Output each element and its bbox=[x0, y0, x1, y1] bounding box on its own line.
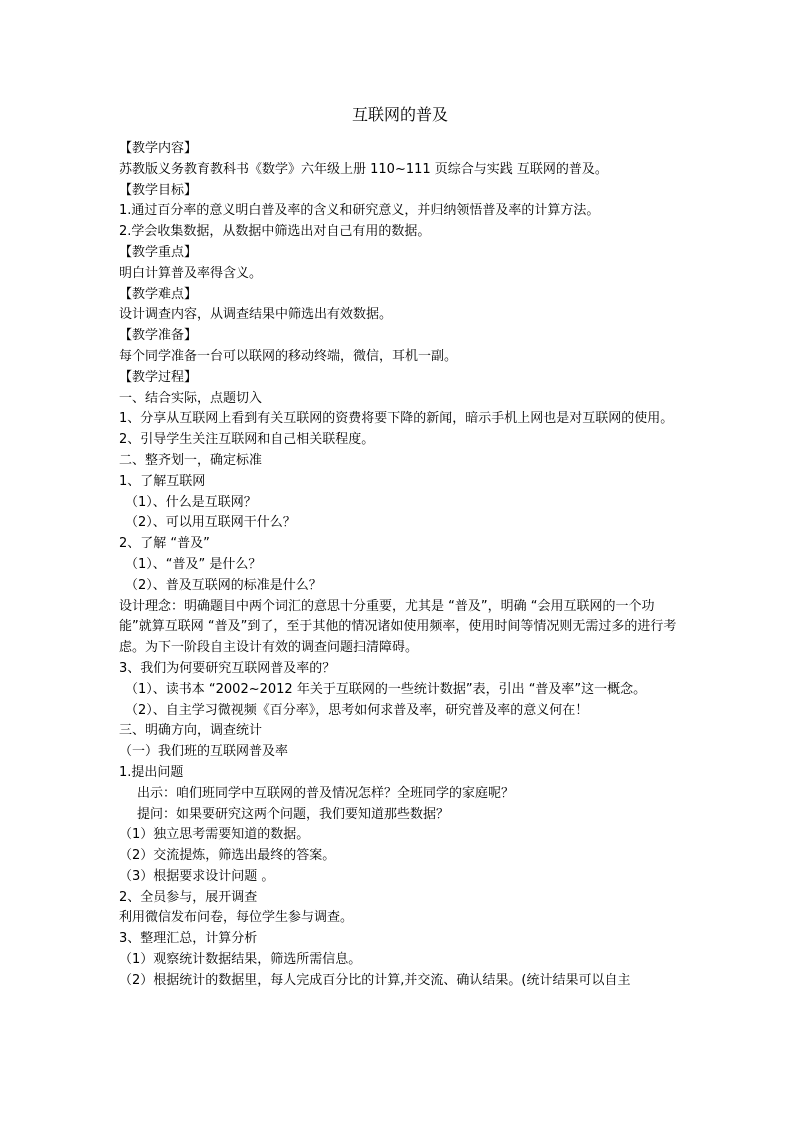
paragraph: 2.学会收集数据，从数据中筛选出对自己有用的数据。 bbox=[119, 224, 431, 240]
paragraph: 出示：咱们班同学中互联网的普及情况怎样？全班同学的家庭呢？ bbox=[137, 785, 515, 801]
list-item: （2）根据统计的数据里，每人完成百分比的计算,并交流、确认结果。(统计结果可以自主 bbox=[119, 972, 631, 988]
list-item: （2）交流提炼，筛选出最终的答案。 bbox=[119, 848, 336, 864]
paragraph: 1.通过百分率的意义明白普及率的含义和研究意义，并归纳领悟普及率的计算方法。 bbox=[119, 203, 600, 219]
document-page bbox=[119, 104, 681, 992]
paragraph: 2、全员参与，展开调查 bbox=[119, 889, 258, 905]
paragraph: 明白计算普及率得含义。 bbox=[119, 265, 263, 281]
list-item: （1）、读书本 “2002~2012 年关于互联网的一些统计数据”表，引出 “普及率”这一概念。 bbox=[125, 681, 647, 697]
list-item: （1）、什么是互联网？ bbox=[125, 494, 257, 510]
design-concept-paragraph: 设计理念：明确题目中两个词汇的意思十分重要，尤其是 “普及”，明确 “会用互联网的一个功能”就算互联网 “普及”到了，至于其他的情况诸如使用频率，使用时间等情况则无需过多的进行考虑。为下一阶段自主设计有效的调查问题扫清障碍。 bbox=[119, 598, 677, 656]
list-item: （2）、普及互联网的标准是什么？ bbox=[125, 577, 322, 593]
paragraph: 3、我们为何要研究互联网普及率的？ bbox=[119, 660, 336, 676]
list-item: （3）根据要求设计问题 。 bbox=[119, 868, 275, 884]
list-item: （1）独立思考需要知道的数据。 bbox=[119, 827, 310, 843]
section-heading-key-points: 【教学重点】 bbox=[119, 244, 198, 260]
paragraph: 三、明确方向，调查统计 bbox=[119, 723, 263, 739]
paragraph: 利用微信发布问卷，每位学生参与调查。 bbox=[119, 910, 354, 926]
paragraph: 1、了解互联网 bbox=[119, 473, 206, 489]
paragraph: 提问：如果要研究这两个问题，我们要知道那些数据？ bbox=[137, 806, 450, 822]
paragraph: 2、了解 “普及” bbox=[119, 536, 210, 552]
section-heading-content: 【教学内容】 bbox=[119, 141, 198, 156]
paragraph: 3、整理汇总，计算分析 bbox=[119, 931, 258, 947]
section-heading-process: 【教学过程】 bbox=[119, 369, 198, 385]
list-item: （2）、自主学习微视频《百分率》，思考如何求普及率，研究普及率的意义何在！ bbox=[125, 702, 589, 718]
paragraph: 苏教版义务教育教科书《数学》六年级上册 110~111 页综合与实践 互联网的普及。 bbox=[119, 161, 608, 177]
paragraph: 1.提出问题 bbox=[119, 764, 184, 780]
section-heading-preparation: 【教学准备】 bbox=[119, 328, 198, 344]
paragraph: （一）我们班的互联网普及率 bbox=[119, 744, 289, 760]
paragraph: 每个同学准备一台可以联网的移动终端，微信，耳机一副。 bbox=[119, 348, 458, 364]
list-item: （2）、可以用互联网干什么？ bbox=[125, 515, 296, 531]
document-title: 互联网的普及 bbox=[351, 105, 448, 124]
paragraph: 2、引导学生关注互联网和自己相关联程度。 bbox=[119, 432, 375, 448]
paragraph: 二、整齐划一，确定标准 bbox=[119, 452, 263, 468]
paragraph: 1、分享从互联网上看到有关互联网的资费将要下降的新闻，暗示手机上网也是对互联网的使用。 bbox=[119, 411, 674, 427]
section-heading-difficulties: 【教学难点】 bbox=[119, 286, 198, 302]
paragraph: 一、结合实际，点题切入 bbox=[119, 390, 263, 406]
paragraph: 设计调查内容，从调查结果中筛选出有效数据。 bbox=[119, 307, 393, 323]
list-item: （1）观察统计数据结果，筛选所需信息。 bbox=[119, 952, 362, 968]
list-item: （1）、“普及” 是什么？ bbox=[125, 556, 262, 572]
section-heading-goals: 【教学目标】 bbox=[119, 182, 198, 198]
